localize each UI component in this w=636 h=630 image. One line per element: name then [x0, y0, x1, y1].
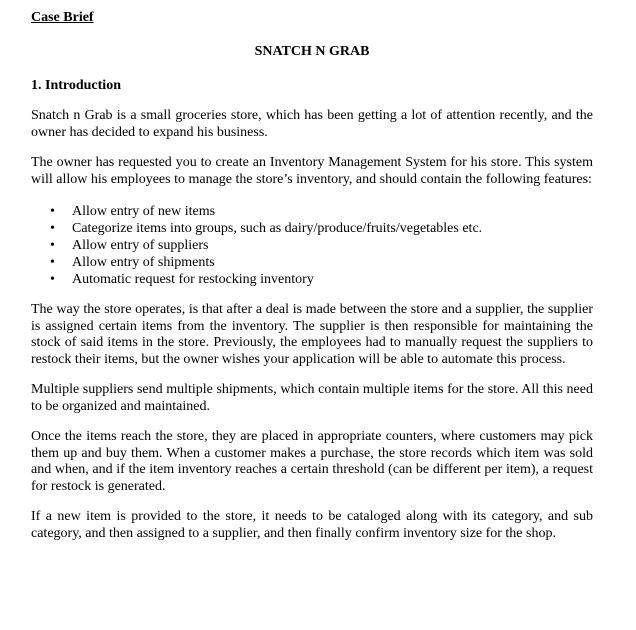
bullet-icon: • — [50, 255, 55, 270]
list-item-text: Allow entry of shipments — [72, 255, 215, 270]
bullet-icon: • — [50, 238, 55, 253]
list-item-text: Allow entry of suppliers — [72, 238, 209, 253]
list-item — [31, 254, 593, 271]
section-heading: 1. Introduction — [31, 78, 121, 93]
list-item — [31, 203, 593, 220]
document-title: SNATCH N GRAB — [254, 44, 370, 59]
list-item — [31, 237, 593, 254]
new-item-paragraph: If a new item is provided to the store, it needs to be cataloged along with its category, and sub category, and then assigned to a supplier, and then finally confirm inventory size for the shop. — [31, 509, 593, 541]
bullet-icon: • — [50, 221, 55, 236]
bullet-icon: • — [50, 204, 55, 219]
feature-list — [31, 188, 593, 288]
shipments-paragraph: Multiple suppliers send multiple shipments, which contain multiple items for the store. All this need to be organized and maintained. — [31, 382, 593, 414]
list-item-text: Allow entry of new items — [72, 204, 216, 219]
store-operation-paragraph: The way the store operates, is that after a deal is made between the store and a supplier, the supplier is assigned certain items from the inventory. The supplier is then responsible for maintaining the stock of said items in the store. Previously, the employees had to manually request the suppliers to restock their items, but the owner wishes your application will be able to automate this process. — [31, 302, 593, 367]
list-item-text: Automatic request for restocking inventory — [72, 272, 314, 287]
list-item-text: Categorize items into groups, such as dairy/produce/fruits/vegetables etc. — [72, 221, 483, 236]
list-item — [31, 271, 593, 288]
bullet-icon: • — [50, 272, 55, 287]
list-item — [31, 220, 593, 237]
document-page — [31, 10, 593, 542]
requirements-paragraph: The owner has requested you to create an Inventory Management System for his store. This system will allow his employees to manage the store’s inventory, and should contain the following features: — [31, 155, 593, 187]
case-brief-label: Case Brief — [31, 10, 94, 25]
intro-paragraph: Snatch n Grab is a small groceries store, which has been getting a lot of attention recently, and the owner has decided to expand his business. — [31, 108, 593, 140]
purchase-paragraph: Once the items reach the store, they are placed in appropriate counters, where customers may pick them up and buy them. When a customer makes a purchase, the store records which item was sold and when, and if the item inventory reaches a certain threshold (can be different per item), a request for restock is generated. — [31, 429, 593, 494]
